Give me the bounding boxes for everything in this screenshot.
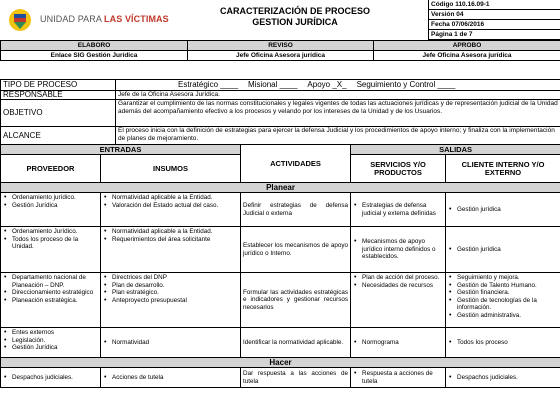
salidas-header: SALIDAS bbox=[351, 145, 560, 155]
elaboro-header: ELABORO bbox=[1, 41, 188, 51]
objetivo-label: OBJETIVO bbox=[1, 100, 116, 127]
list-item: • Requerimientos del área solicitante bbox=[103, 236, 238, 244]
approval-value-row bbox=[1, 51, 560, 61]
logo-text-part-b: LAS VÍCTIMAS bbox=[104, 14, 169, 24]
list-item: • Gestión jurídica bbox=[448, 246, 558, 254]
list-item: • Gestión Jurídica bbox=[3, 344, 98, 352]
insumos-cell bbox=[101, 273, 241, 328]
actividades-header: ACTIVIDADES bbox=[241, 145, 351, 183]
process-type-options bbox=[118, 80, 558, 90]
doc-page: Página 1 de 7 bbox=[429, 30, 560, 40]
list-item: • Gestión Jurídica bbox=[3, 202, 98, 210]
proveedor-cell bbox=[1, 273, 101, 328]
title-line-1: CARACTERIZACIÓN DE PROCESO bbox=[219, 6, 370, 16]
list-item: • Gestión de tecnologías de la información. bbox=[448, 297, 558, 312]
process-type-label: TIPO DE PROCESO bbox=[1, 80, 116, 91]
doc-date: Fecha 07/06/2016 bbox=[429, 20, 560, 30]
list-item: • Departamento nacional de Planeación – DNP. bbox=[3, 274, 98, 289]
proveedor-cell bbox=[1, 193, 101, 227]
cliente-list bbox=[448, 206, 558, 214]
list-item: • Normograma bbox=[353, 339, 443, 347]
list-item: • Planeación estratégica. bbox=[3, 297, 98, 305]
entradas-header: ENTRADAS bbox=[1, 145, 241, 155]
insumos-list bbox=[103, 228, 238, 243]
characterization-table bbox=[0, 144, 560, 388]
section-planear-row bbox=[1, 183, 560, 193]
insumos-list bbox=[103, 374, 238, 382]
unidad-victimas-logo bbox=[6, 3, 169, 35]
servicios-list bbox=[353, 238, 443, 261]
servicios-cell bbox=[351, 227, 446, 273]
insumos-cell bbox=[101, 193, 241, 227]
list-item: • Anteproyecto presupuestal bbox=[103, 297, 238, 305]
list-item: • Directrices del DNP bbox=[103, 274, 238, 282]
list-item: • Todos los proceso bbox=[448, 339, 558, 347]
cliente-list bbox=[448, 339, 558, 347]
list-item: • Valoración del Estado actual del caso. bbox=[103, 202, 238, 210]
list-item: • Estrategias de defensa judicial y externa definidas bbox=[353, 202, 443, 217]
elaboro-value: Enlace SIG Gestión Jurídica bbox=[1, 51, 188, 61]
aprobo-value: Jefe Oficina Asesora jurídica bbox=[374, 51, 560, 61]
servicios-list bbox=[353, 370, 443, 385]
document-title bbox=[170, 6, 420, 28]
servicios-cell bbox=[351, 193, 446, 227]
servicios-list bbox=[353, 274, 443, 289]
proveedor-cell bbox=[1, 227, 101, 273]
responsable-value: Jefe de la Oficina Asesora Jurídica. bbox=[116, 91, 560, 100]
alcance-value: El proceso inicia con la definición de estrategias para ejercer la defensa Judicial y los procedimientos de apoyo interno; y finaliza con la implementación de planes de mejoramiento. bbox=[116, 127, 560, 145]
insumos-list bbox=[103, 194, 238, 209]
colombia-coat-of-arms-icon bbox=[6, 7, 34, 33]
cliente-cell bbox=[446, 273, 560, 328]
servicios-list bbox=[353, 202, 443, 217]
list-item: • Todos los proceso de la Unidad. bbox=[3, 236, 98, 251]
cliente-cell bbox=[446, 328, 560, 358]
table-row bbox=[1, 273, 560, 328]
objetivo-row bbox=[1, 100, 560, 127]
reviso-header: REVISO bbox=[188, 41, 374, 51]
insumos-list bbox=[103, 339, 238, 347]
type-estrategico: Estratégico ____ bbox=[178, 80, 239, 89]
insumos-cell bbox=[101, 368, 241, 388]
cliente-list bbox=[448, 274, 558, 319]
insumos-list bbox=[103, 274, 238, 304]
proveedor-list bbox=[3, 374, 98, 382]
table-row bbox=[1, 227, 560, 273]
actividad-cell: Definir estrategias de defensa Judicial o externa bbox=[241, 193, 351, 227]
proveedor-list bbox=[3, 329, 98, 352]
alcance-row bbox=[1, 127, 560, 145]
table-row bbox=[1, 368, 560, 388]
list-item: • Seguimiento y mejora. bbox=[448, 274, 558, 282]
doc-version: Versión 04 bbox=[429, 10, 560, 20]
list-item: • Normatividad aplicable a la Entidad. bbox=[103, 228, 238, 236]
servicios-cell bbox=[351, 273, 446, 328]
cliente-list bbox=[448, 374, 558, 382]
type-seguimiento: Seguimiento y Control ____ bbox=[356, 80, 456, 89]
proveedor-header: PROVEEDOR bbox=[1, 155, 101, 183]
type-misional: Misional ____ bbox=[248, 80, 298, 89]
reviso-value: Jefe Oficina Asesora jurídica bbox=[188, 51, 374, 61]
actividad-cell: Dar respuesta a las acciones de tutela bbox=[241, 368, 351, 388]
servicios-cell bbox=[351, 328, 446, 358]
title-line-2: GESTION JURÍDICA bbox=[252, 17, 338, 27]
list-item: • Ordenamiento Jurídico. bbox=[3, 228, 98, 236]
actividad-cell: Establecer los mecanismos de apoyo jurídico o Interno. bbox=[241, 227, 351, 273]
list-item: • Gestión financiera. bbox=[448, 289, 558, 297]
objetivo-value: Garantizar el cumplimiento de las normas constitucionales y legales vigentes de todas las actuaciones jurídicas y de representación judicial de la Unidad además del acompañamiento efectivo a los procesos y velando por los intereses de la Unidad y de los Usuarios. bbox=[116, 100, 560, 127]
document-header bbox=[0, 0, 560, 40]
list-item: • Despachos judiciales. bbox=[3, 374, 98, 382]
alcance-label: ALCANCE bbox=[1, 127, 116, 145]
table-row bbox=[1, 328, 560, 358]
cliente-list bbox=[448, 246, 558, 254]
list-item: • Despachos judiciales. bbox=[448, 374, 558, 382]
list-item: • Plan estratégico. bbox=[103, 289, 238, 297]
actividad-cell: Identificar la normatividad aplicable. bbox=[241, 328, 351, 358]
actividad-cell: Formular las actividades estratégicas e indicadores y gestionar recursos necesarios bbox=[241, 273, 351, 328]
aprobo-header: APROBO bbox=[374, 41, 560, 51]
section-planear: Planear bbox=[1, 183, 560, 193]
planear-rows bbox=[1, 193, 560, 358]
proveedor-list bbox=[3, 228, 98, 251]
insumos-header: INSUMOS bbox=[101, 155, 241, 183]
list-item: • Ordenamiento jurídico. bbox=[3, 194, 98, 202]
type-apoyo: Apoyo _X_ bbox=[307, 80, 347, 89]
list-item: • Plan de desarrollo. bbox=[103, 282, 238, 290]
list-item: • Legislación. bbox=[3, 337, 98, 345]
cliente-cell bbox=[446, 227, 560, 273]
responsable-row bbox=[1, 91, 560, 100]
cliente-cell bbox=[446, 368, 560, 388]
list-item: • Gestión administrativa. bbox=[448, 312, 558, 320]
list-item: • Mecanismos de apoyo jurídico interno definidos o establecidos. bbox=[353, 238, 443, 261]
list-item: • Normatividad aplicable a la Entidad. bbox=[103, 194, 238, 202]
list-item: • Gestión de Talento Humano. bbox=[448, 282, 558, 290]
list-item: • Entes externos bbox=[3, 329, 98, 337]
list-item: • Gestión jurídica bbox=[448, 206, 558, 214]
list-item: • Acciones de tutela bbox=[103, 374, 238, 382]
list-item: • Normatividad bbox=[103, 339, 238, 347]
list-item: • Necesidades de recursos bbox=[353, 282, 443, 290]
responsable-label: RESPONSABLE bbox=[1, 91, 116, 100]
servicios-list bbox=[353, 339, 443, 347]
table-row bbox=[1, 193, 560, 227]
section-hacer: Hacer bbox=[1, 358, 560, 368]
servicios-header: SERVICIOS Y/O PRODUCTOS bbox=[351, 155, 446, 183]
process-info-table bbox=[0, 79, 560, 145]
list-item: • Direccionamiento estratégico bbox=[3, 289, 98, 297]
insumos-cell bbox=[101, 227, 241, 273]
list-item: • Plan de acción del proceso. bbox=[353, 274, 443, 282]
approval-table bbox=[0, 40, 560, 61]
cliente-header: CLIENTE INTERNO Y/O EXTERNO bbox=[446, 155, 560, 183]
servicios-cell bbox=[351, 368, 446, 388]
approval-header-row bbox=[1, 41, 560, 51]
section-hacer-row bbox=[1, 358, 560, 368]
process-type-row bbox=[1, 80, 560, 91]
cliente-cell bbox=[446, 193, 560, 227]
document-metadata bbox=[428, 0, 560, 40]
logo-text-part-a: UNIDAD PARA bbox=[40, 14, 105, 24]
group-header-row bbox=[1, 145, 560, 155]
proveedor-list bbox=[3, 274, 98, 304]
list-item: • Respuesta a acciones de tutela bbox=[353, 370, 443, 385]
insumos-cell bbox=[101, 328, 241, 358]
proveedor-cell bbox=[1, 328, 101, 358]
proveedor-cell bbox=[1, 368, 101, 388]
proveedor-list bbox=[3, 194, 98, 209]
hacer-rows bbox=[1, 368, 560, 388]
doc-code: Código 110.16.09-1 bbox=[429, 0, 560, 10]
